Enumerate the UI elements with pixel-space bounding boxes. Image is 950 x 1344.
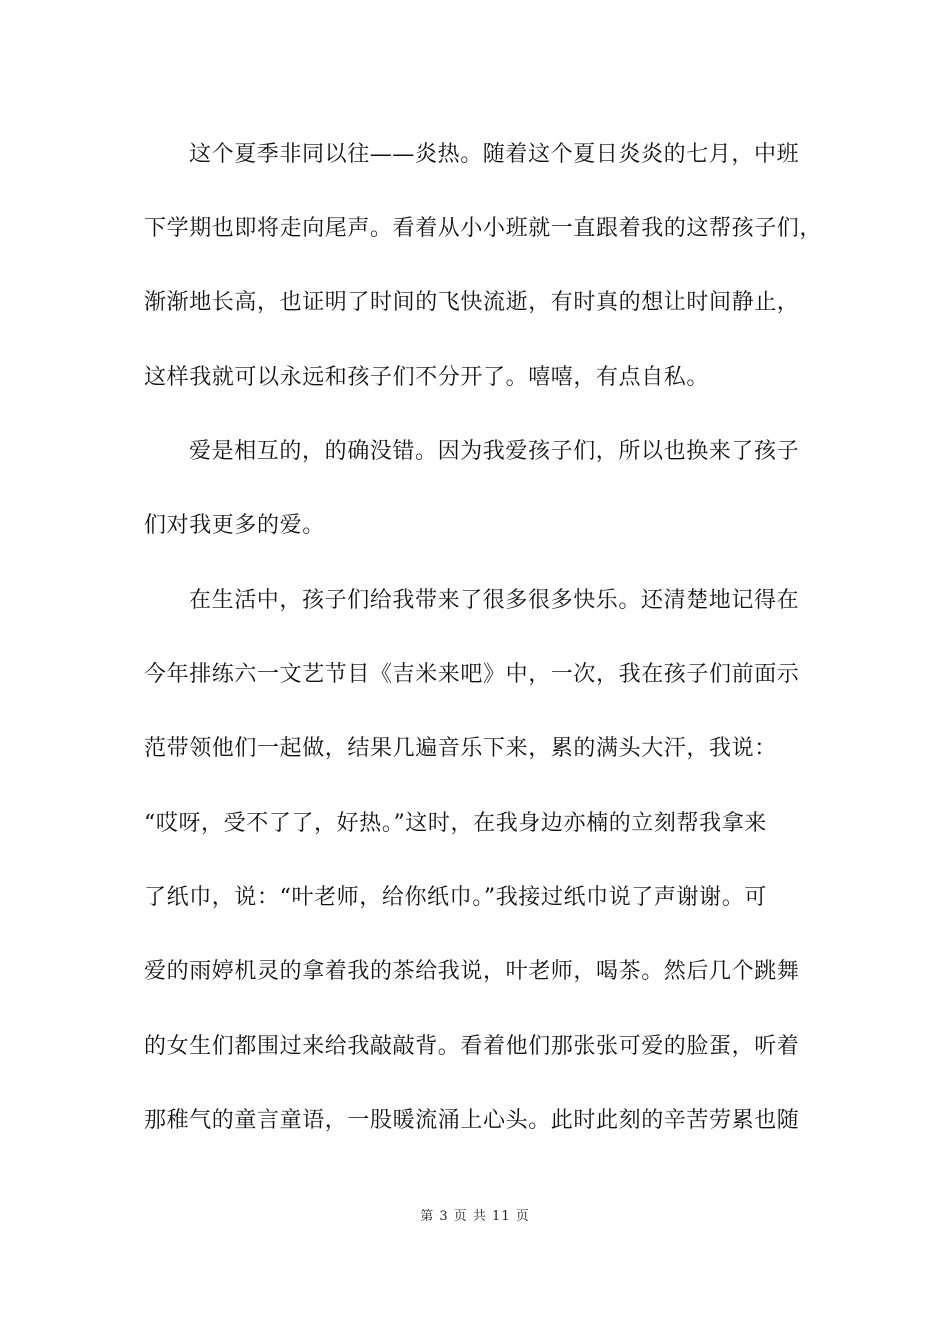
page-number-footer: 第 3 页 共 11 页	[420, 1209, 530, 1224]
paragraph-3-line-5: 了纸巾，说：“叶老师，给你纸巾。”我接过纸巾说了声谢谢。可	[144, 885, 767, 910]
paragraph-3-line-1: 在生活中，孩子们给我带来了很多很多快乐。还清楚地记得在	[189, 588, 800, 613]
paragraph-1-line-2: 下学期也即将走向尾声。看着从小小班就一直跟着我的这帮孩子们，	[144, 216, 823, 241]
paragraph-1-line-4: 这样我就可以永远和孩子们不分开了。嘻嘻，有点自私。	[144, 365, 710, 390]
paragraph-3-line-6: 爱的雨婷机灵的拿着我的茶给我说，叶老师，喝茶。然后几个跳舞	[144, 959, 800, 984]
paragraph-2-line-2: 们对我更多的爱。	[144, 513, 325, 538]
paragraph-3-line-3: 范带领他们一起做，结果几遍音乐下来，累的满头大汗，我说：	[144, 736, 777, 761]
paragraph-3-line-7: 的女生们都围过来给我敲敲背。看着他们那张张可爱的脸蛋，听着	[144, 1034, 800, 1059]
paragraph-3-line-8: 那稚气的童言童语，一股暖流涌上心头。此时此刻的辛苦劳累也随	[144, 1108, 800, 1133]
paragraph-2-line-1: 爱是相互的，的确没错。因为我爱孩子们，所以也换来了孩子	[189, 439, 800, 464]
paragraph-3-line-2: 今年排练六一文艺节目《吉米来吧》中，一次，我在孩子们前面示	[144, 662, 800, 687]
paragraph-1-line-1: 这个夏季非同以往——炎热。随着这个夏日炎炎的七月，中班	[189, 142, 800, 167]
paragraph-1-line-3: 渐渐地长高，也证明了时间的飞快流逝，有时真的想让时间静止，	[144, 290, 800, 315]
paragraph-3-line-4: “哎呀，受不了了，好热。”这时，在我身边亦楠的立刻帮我拿来	[144, 811, 767, 836]
